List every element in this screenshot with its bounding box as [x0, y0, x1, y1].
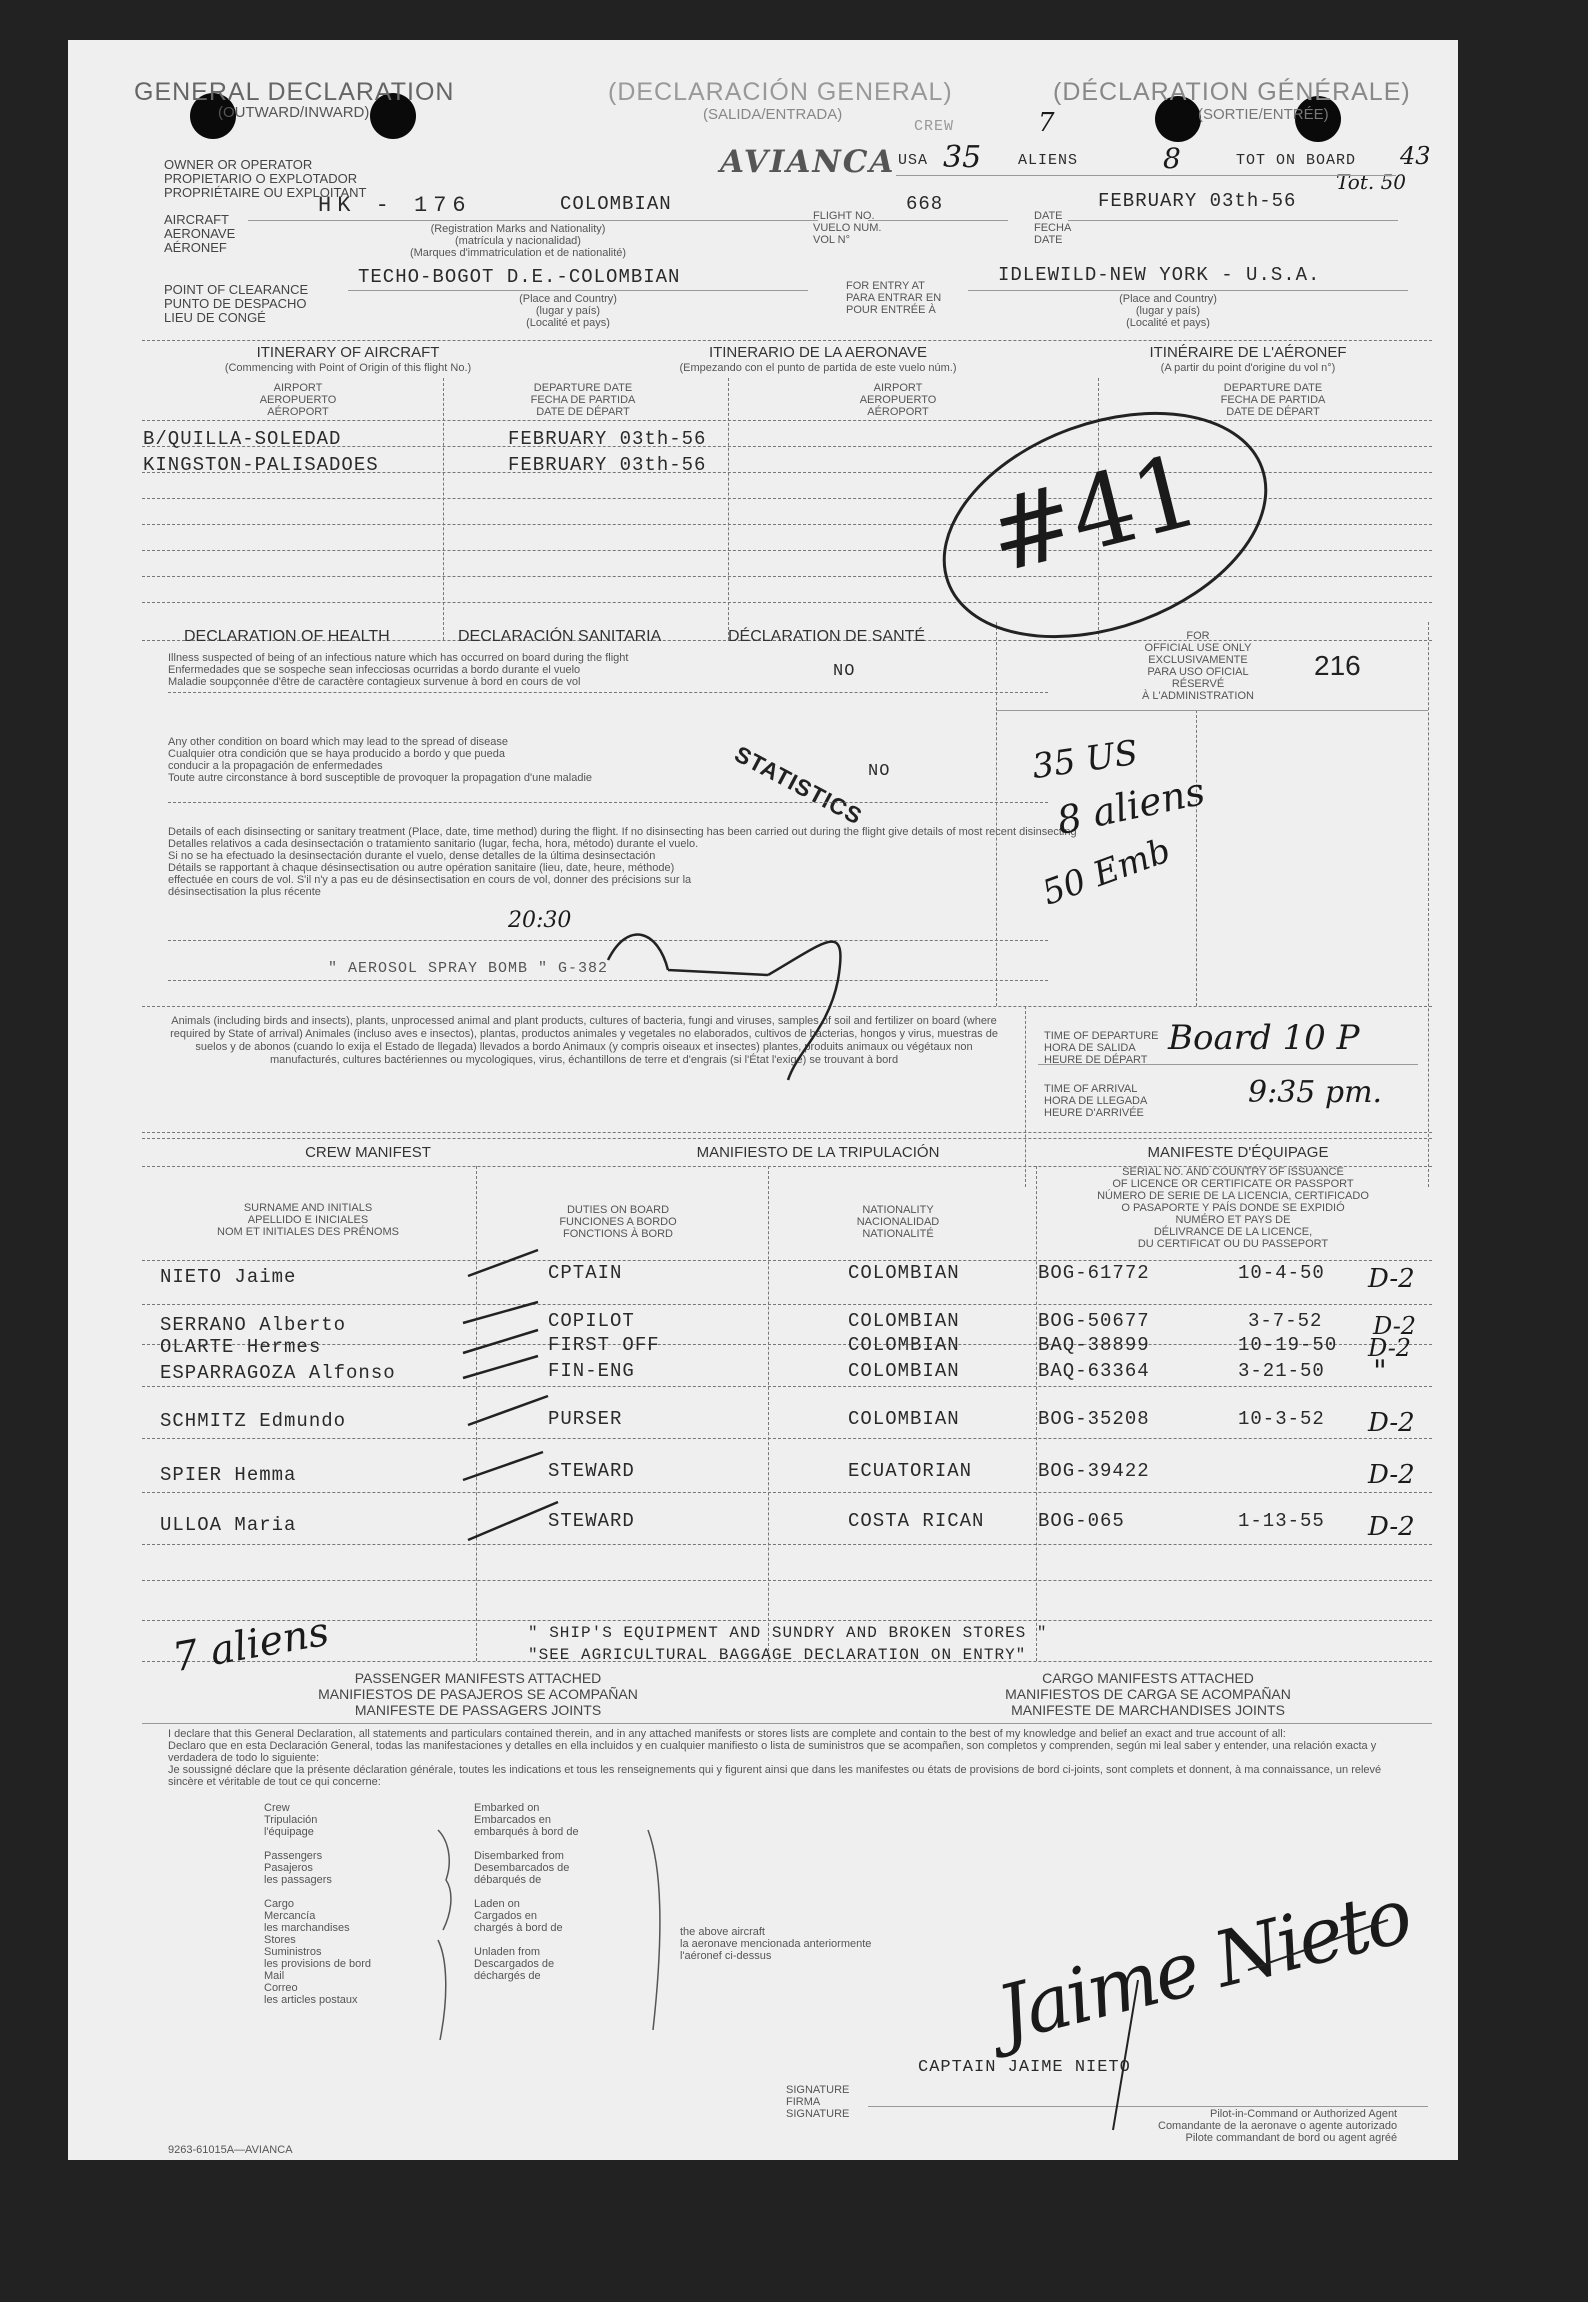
crew-nationality: ECUATORIAN — [848, 1460, 973, 1482]
aircraft-registration: HK - 176 — [318, 193, 472, 218]
crew-date: 10-4-50 — [1238, 1262, 1325, 1284]
crew-nationality: COSTA RICAN — [848, 1510, 985, 1532]
aliens-label: ALIENS — [1018, 152, 1079, 169]
health-title-es: DECLARACIÓN SANITARIA — [458, 628, 662, 645]
crew-mark: D-2 — [1368, 1460, 1415, 1490]
health-q3: Details of each disinsecting or sanitary treatment (Place, date, time method) during the flight. If no disinsecting has been carried out during the flight give details of most recent disinsecting Detalles relativos a cada desinsectación o tratamiento sanitario (lugar, fecha, hora, método) durante el vuelo. Si no se ha efectuado la desinsectación durante el vuelo, dense detalles de la última desinsectación Détails se rapportant à chaque désinsectisation ou autre opération sanitaire (lieu, date, heure, méthode) effectuée en cours de vol. S'il n'y a pas eu de désinsectisation en cours de vol, donner des précisions sur la désinsectisation la plus récente — [168, 826, 1077, 898]
crew-label: CREW — [914, 118, 955, 135]
declaration-list-1: Crew Tripulación l'équipage Passengers Pasajeros les passagers Cargo Mercancía les marchandises Stores Suministros les provisions de bord Mail Correo les articles postaux — [264, 1802, 372, 2006]
flight-date: FEBRUARY 03th-56 — [1098, 190, 1297, 212]
crew-serial: BOG-35208 — [1038, 1408, 1150, 1430]
itinerary-date-1: FEBRUARY 03th-56 — [508, 428, 707, 450]
crew-date: 10-3-52 — [1238, 1408, 1325, 1430]
entry-value: IDLEWILD-NEW YORK - U.S.A. — [998, 264, 1321, 286]
crew-name: SPIER Hemma — [160, 1464, 297, 1486]
tot-label: TOT ON BOARD — [1236, 152, 1357, 169]
crew-nationality: COLOMBIAN — [848, 1334, 960, 1356]
crew-date: 3-7-52 — [1248, 1310, 1323, 1332]
official-note-1: 35 US — [1029, 732, 1141, 788]
crew-serial: BAQ-63364 — [1038, 1360, 1150, 1382]
title-es-sub: (SALIDA/ENTRADA) — [703, 106, 843, 123]
cargo-manifests: CARGO MANIFESTS ATTACHED MANIFIESTOS DE CARGA SE ACOMPAÑAN MANIFESTE DE MARCHANDISES JOINTS — [1005, 1670, 1291, 1718]
captain-typed-name: CAPTAIN JAIME NIETO — [918, 2058, 1131, 2077]
form-code: 9263-61015A—AVIANCA — [168, 2144, 293, 2156]
crew-title-es: MANIFIESTO DE LA TRIPULACIÓN — [696, 1144, 940, 1161]
crew-nationality: COLOMBIAN — [848, 1408, 960, 1430]
itinerary-sub-fr: (A partir du point d'origine du vol n°) — [1160, 362, 1336, 374]
crew-col-duties: DUTIES ON BOARD FUNCIONES A BORDO FONCTIONS À BORD — [559, 1204, 677, 1240]
itinerary-airport-2: KINGSTON-PALISADOES — [143, 454, 379, 476]
declaration-form — [68, 40, 1458, 2160]
crew-date: 10-19-50 — [1238, 1334, 1338, 1356]
circle-mark-ring — [913, 372, 1297, 678]
departure-value: Board 10 P — [1168, 1018, 1360, 1058]
crew-footer-1: " SHIP'S EQUIPMENT AND SUNDRY AND BROKEN STORES " — [528, 1624, 1048, 1642]
pen-strokes — [68, 40, 1458, 2160]
health-q2: Any other condition on board which may lead to the spread of disease Cualquier otra condición que se haya producido a bordo y que pueda conducir a la propagación de enfermedades Toute autre circonstance à bord susceptible de provoquer la propagation d'une maladie — [168, 736, 593, 784]
crew-mark: D-2 — [1368, 1334, 1412, 1362]
crew-col-nationality: NATIONALITY NACIONALIDAD NATIONALITÉ — [856, 1204, 940, 1240]
signature-flourish — [1113, 1920, 1388, 2130]
flight-label: FLIGHT NO. VUELO NUM. VOL N° — [813, 210, 882, 246]
passenger-manifests: PASSENGER MANIFESTS ATTACHED MANIFIESTOS DE PASAJEROS SE ACOMPAÑAN MANIFESTE DE PASSAGERS JOINTS — [318, 1670, 638, 1718]
health-signature-stroke — [608, 935, 840, 1080]
crew-tick-marks — [463, 1250, 558, 1540]
crew-mark: D-2 — [1368, 1512, 1415, 1542]
crew-nationality: COLOMBIAN — [848, 1310, 960, 1332]
official-label: FOR OFFICIAL USE ONLY EXCLUSIVAMENTE PARA USO OFICIAL RÉSERVÉ À L'ADMINISTRATION — [1142, 630, 1254, 702]
crew-name: OLARTE Hermes — [160, 1336, 322, 1358]
usa-label: USA — [898, 152, 929, 169]
crew-duty: FIN-ENG — [548, 1360, 635, 1382]
itinerary-sub-en: (Commencing with Point of Origin of this flight No.) — [224, 362, 472, 374]
title-fr-sub: (SORTIE/ENTRÉE) — [1198, 106, 1329, 123]
health-title-en: DECLARATION OF HEALTH — [184, 628, 390, 645]
crew-name: ESPARRAGOZA Alfonso — [160, 1362, 396, 1384]
crew-mark: D-2 — [1368, 1264, 1415, 1294]
official-note-2: 8 aliens — [1053, 768, 1209, 844]
crew-title-fr: MANIFESTE D'ÉQUIPAGE — [1147, 1144, 1329, 1161]
itinerary-title-es: ITINERARIO DE LA AERONAVE — [708, 344, 928, 361]
itinerary-col-departure: DEPARTURE DATE FECHA DE PARTIDA DATE DE DÉPART — [530, 382, 636, 418]
itinerary-title-en: ITINERARY OF AIRCRAFT — [256, 344, 440, 361]
crew-name: NIETO Jaime — [160, 1266, 297, 1288]
crew-footer-2: "SEE AGRICULTURAL BAGGAGE DECLARATION ON ENTRY" — [528, 1646, 1027, 1664]
crew-serial: BOG-61772 — [1038, 1262, 1150, 1284]
aliens-note: 7 aliens — [169, 1608, 333, 1682]
crew-duty: COPILOT — [548, 1310, 635, 1332]
crew-nationality: COLOMBIAN — [848, 1262, 960, 1284]
health-q1-answer: NO — [833, 662, 856, 681]
crew-title-en: CREW MANIFEST — [305, 1144, 431, 1161]
itinerary-sub-es: (Empezando con el punto de partida de este vuelo núm.) — [679, 362, 957, 374]
crew-duty: CPTAIN — [548, 1262, 623, 1284]
animals-text: Animals (including birds and insects), plants, unprocessed animal and plant products, cultures of bacteria, fungi and viruses, samples of soil and fertilizer on board (where required by State of arrival) Animales (incluso aves e insectos), plantas, productos animales y vegetales no elaborados, cultivos de bacterias, hongos y virus, muestras de suelos y de abonos (cuando lo exija el Estado de llegada) llevados a bordo Animaux (y compris oiseaux et insectes) plantes, produits animaux ou végétaux non manufacturés, cultures bactériennes ou mycologiques, virus, échantillons de terre et d'engrais (si l'État l'exige) se trouvant à bord — [170, 1015, 998, 1066]
crew-duty: PURSER — [548, 1408, 623, 1430]
itinerary-col-airport: AIRPORT AEROPUERTO AÉROPORT — [259, 382, 337, 418]
crew-date: 1-13-55 — [1238, 1510, 1325, 1532]
crew-mark: " — [1373, 1354, 1387, 1389]
declaration-text: I declare that this General Declaration, all statements and particulars contained therein, and in any attached manifests or stores lists are complete and contain to the best of my knowledge and belief an exact and true account of all: Declaro que en esta Declaración General, todas las manifestaciones y detalles en ella incluidos y en cualquier manifiesto o lista de suministros que se acompañen, son completos y comprenden, según mi leal saber y entender, una relación exacta y verdadera de todo lo siguiente: Je soussigné déclare que la présente déclaration générale, toutes les indications et tous les renseignements qui y figurent ainsi que dans les manifestes ou états de provisions de bord ci-joints, sont complets et donnent, à ma connaissance, un relevé sincère et véritable de tout ce qui concerne: — [168, 1728, 1382, 1788]
health-q1: Illness suspected of being of an infectious nature which has occurred on board during the flight Enfermedades que se sospeche sean infecciosas ocurridas a bordo durante el vuelo Maladie soupçonnée d'être de caractère contagieux survenue à bord en cours de vol — [168, 652, 629, 688]
itinerary-date-2: FEBRUARY 03th-56 — [508, 454, 707, 476]
registration-caption: (Registration Marks and Nationality) (matrícula y nacionalidad) (Marques d'immatriculation et de nationalité) — [409, 223, 627, 259]
crew-serial: BOG-50677 — [1038, 1310, 1150, 1332]
crew-mark: D-2 — [1368, 1408, 1415, 1438]
airline-name: AVIANCA — [720, 144, 896, 180]
crew-col-name: SURNAME AND INITIALS APELLIDO E INICIALES NOM ET INITIALES DES PRÉNOMS — [217, 1202, 399, 1238]
health-q3-time: 20:30 — [508, 908, 572, 933]
circled-mark: #41 — [976, 431, 1211, 596]
crew-nationality: COLOMBIAN — [848, 1360, 960, 1382]
aliens-count: 8 — [1163, 142, 1181, 175]
health-q3-answer: " AEROSOL SPRAY BOMB " G-382 — [328, 960, 609, 977]
crew-duty: STEWARD — [548, 1510, 635, 1532]
crew-serial: BOG-39422 — [1038, 1460, 1150, 1482]
crew-name: ULLOA Maria — [160, 1514, 297, 1536]
crew-serial: BAQ-38899 — [1038, 1334, 1150, 1356]
crew-serial: BOG-065 — [1038, 1510, 1125, 1532]
official-note-3: 50 Emb — [1037, 830, 1176, 914]
crew-duty: FIRST OFF — [548, 1334, 660, 1356]
clearance-label: POINT OF CLEARANCE PUNTO DE DESPACHO LIEU DE CONGÉ — [164, 282, 309, 325]
crew-date: 3-21-50 — [1238, 1360, 1325, 1382]
usa-count: 35 — [943, 140, 982, 175]
owner-label: OWNER OR OPERATOR PROPIETARIO O EXPLOTADOR PROPRIÉTAIRE OU EXPLOITANT — [164, 157, 367, 200]
pic-label: Pilot-in-Command or Authorized Agent Comandante de la aeronave o agente autorizado Pilote commandant de bord ou agent agréé — [1158, 2108, 1398, 2144]
captain-signature: Jaime Nieto — [988, 1870, 1418, 2059]
date-label: DATE FECHA DATE — [1034, 210, 1072, 246]
crew-name: SCHMITZ Edmundo — [160, 1410, 347, 1432]
itinerary-col-airport-2: AIRPORT AEROPUERTO AÉROPORT — [859, 382, 937, 418]
brace — [438, 1830, 451, 2040]
health-q2-answer: NO — [868, 762, 891, 781]
flight-number: 668 — [906, 193, 944, 215]
brace — [648, 1830, 660, 2030]
title-en: GENERAL DECLARATION — [134, 78, 455, 106]
departure-label: TIME OF DEPARTURE HORA DE SALIDA HEURE DE DÉPART — [1044, 1030, 1159, 1066]
entry-caption: (Place and Country) (lugar y país) (Localité et pays) — [1119, 293, 1217, 329]
entry-label: FOR ENTRY AT PARA ENTRAR EN POUR ENTRÉE À — [846, 280, 942, 316]
health-title-fr: DÉCLARATION DE SANTÉ — [728, 628, 926, 645]
itinerary-col-departure-2: DEPARTURE DATE FECHA DE PARTIDA DATE DE DÉPART — [1220, 382, 1326, 418]
tot-count: 43 — [1400, 142, 1431, 170]
crew-duty: STEWARD — [548, 1460, 635, 1482]
itinerary-airport-1: B/QUILLA-SOLEDAD — [143, 428, 342, 450]
title-fr: (DÉCLARATION GÉNÉRALE) — [1053, 78, 1411, 106]
tot-extra: Tot. 50 — [1336, 170, 1407, 194]
declaration-list-2: Embarked on Embarcados en embarqués à bord de Disembarked from Desembarcados de débarqués de Laden on Cargados en chargés à bord de Unladen from Descargados de déchargés de — [474, 1802, 579, 1982]
crew-name: SERRANO Alberto — [160, 1314, 347, 1336]
title-en-sub: (OUTWARD/INWARD) — [218, 104, 370, 121]
crew-col-serial: SERIAL NO. AND COUNTRY OF ISSUANCE OF LICENCE OR CERTIFICATE OR PASSPORT NÚMERO DE SERIE DE LA LICENCIA, CERTIFICADO O PASAPORTE Y PAÍS DONDE SE EXPIDIÓ NUMÉRO ET PAYS DE DÉLIVRANCE DE LA LICENCE, DU CERTIFICAT OU DU PASSEPORT — [1097, 1166, 1369, 1250]
official-number: 216 — [1314, 650, 1361, 681]
title-es: (DECLARACIÓN GENERAL) — [608, 78, 953, 106]
crew-count: 7 — [1038, 108, 1055, 138]
aircraft-nationality: COLOMBIAN — [560, 193, 672, 215]
aircraft-label: AIRCRAFT AERONAVE AÉRONEF — [164, 212, 236, 255]
crew-mark: D-2 — [1373, 1312, 1417, 1340]
clearance-caption: (Place and Country) (lugar y país) (Localité et pays) — [519, 293, 617, 329]
statistics-stamp: STATISTICS — [730, 740, 867, 830]
arrival-value: 9:35 pm. — [1248, 1075, 1383, 1110]
arrival-label: TIME OF ARRIVAL HORA DE LLEGADA HEURE D'ARRIVÉE — [1044, 1083, 1148, 1119]
clearance-value: TECHO-BOGOT D.E.-COLOMBIAN — [358, 266, 681, 288]
declaration-list-3: the above aircraft la aeronave mencionada anteriormente l'aéronef ci-dessus — [680, 1926, 872, 1962]
signature-label: SIGNATURE FIRMA SIGNATURE — [786, 2084, 850, 2120]
itinerary-title-fr: ITINÉRAIRE DE L'AÉRONEF — [1149, 344, 1347, 361]
